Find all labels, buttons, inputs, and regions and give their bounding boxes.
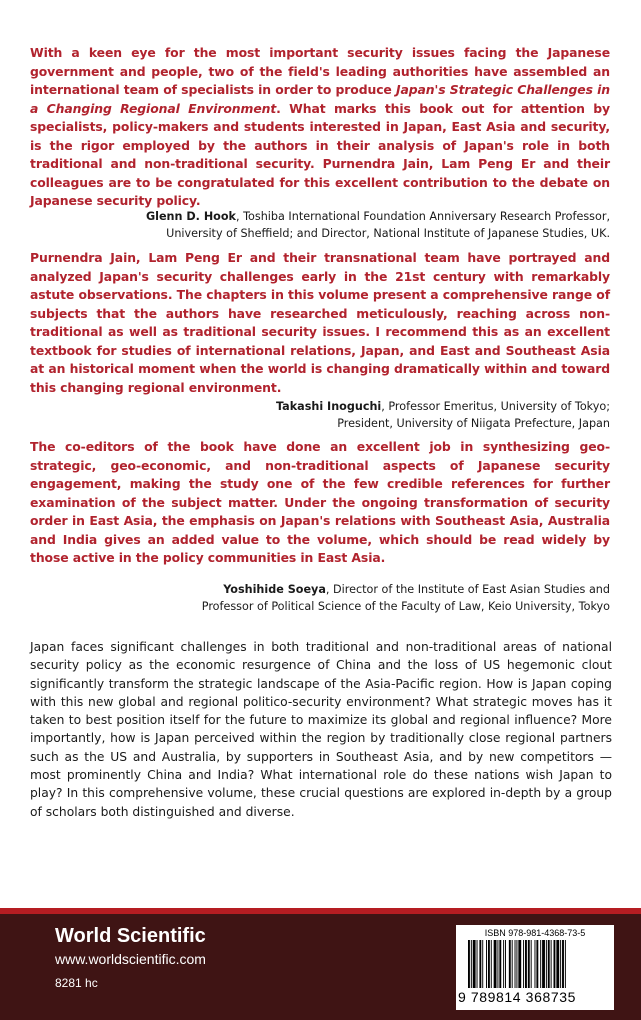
endorsement-text: With a keen eye for the most important security issues facing the Japanese government and people, two of the field's leading authorities have assembled an international team of specialists in order to produce	[30, 45, 610, 97]
attribution-hook	[50, 209, 610, 242]
endorser-name: Takashi Inoguchi	[275, 400, 382, 413]
endorser-affiliation: University of Sheffield; and Director, National Institute of Japanese Studies, UK.	[166, 226, 610, 240]
book-description: Japan faces significant challenges in both traditional and non-traditional areas of national security policy as the economic resurgence of China and the loss of US hegemonic clout significantly transform the strategic landscape of the Asia-Pacific region. How is Japan coping with this new global and regional politico-security environment? What strategic moves has it taken to best position itself for the future to maximize its global and regional influence? More importantly, how is Japan perceived within the region by traditionally close regional partners such as the US and Australia, by supporters in Southeast Asia, and by new competitors — most prominently China and India? What international role do these nations wish Japan to play? In this comprehensive volume, these crucial questions are explored in-depth by a group of scholars both distinguished and diverse.	[30, 640, 612, 819]
endorser-name: Glenn D. Hook	[145, 210, 236, 223]
endorsement-text: . What marks this book out for attention by specialists, policy-makers and students interested in Japan, East Asia and security, is the rigor employed by the authors in their analysis of Japan's role in both traditional and non-traditional security. Purnendra Jain, Lam Peng Er and their colleagues are to be congratulated for this excellent contribution to the debate on Japanese security policy.	[30, 100, 611, 208]
book-title: Japan's Strategic Challenges in a Changing Regional Environment	[30, 82, 610, 116]
endorser-title: , Toshiba International Foundation Anniversary Research Professor,	[236, 210, 610, 223]
attribution-inoguchi	[50, 399, 610, 432]
barcode-bars	[468, 940, 602, 990]
product-code: 8281 hc	[55, 976, 98, 990]
attribution-soeya	[50, 582, 610, 615]
footer-accent-line	[0, 908, 641, 914]
endorsement-inoguchi	[30, 249, 610, 397]
barcode	[456, 925, 614, 1010]
isbn-label: ISBN 978-981-4368-73-5	[484, 928, 586, 938]
endorser-title: , Professor Emeritus, University of Tokyo;	[381, 400, 610, 413]
endorser-title: , Director of the Institute of East Asian Studies and	[325, 583, 610, 596]
endorsement-hook	[30, 44, 610, 211]
endorser-affiliation: Professor of Political Science of the Faculty of Law, Keio University, Tokyo	[201, 599, 610, 613]
endorser-name: Yoshihide Soeya	[223, 583, 326, 596]
endorsement-text: The co-editors of the book have done an excellent job in synthesizing geo-strategic, geo-economic, and non-traditional aspects of Japanese security engagement, making the study one of the few credible references for further examination of the subject matter. Under the ongoing transformation of security order in East Asia, the emphasis on Japan's relations with Southeast Asia, Australia and India gives an added value to the volume, which should be read widely by those active in the policy communities in East Asia.	[30, 439, 610, 565]
endorsement-text: Purnendra Jain, Lam Peng Er and their transnational team have portrayed and analyzed Japan's security challenges early in the 21st century with remarkably astute observations. The chapters in this volume present a comprehensive range of subjects that the authors have researched meticulously, reaching across non-traditional as well as traditional security issues. I recommend this as an excellent textbook for studies of international relations, Japan, and East and Southeast Asia at an historical moment when the world is changing dramatically within and toward this changing regional environment.	[30, 250, 610, 395]
publisher-url: www.worldscientific.com	[55, 951, 206, 967]
barcode-digits: 9 789814 368735	[458, 989, 576, 1005]
endorsement-soeya	[30, 438, 610, 568]
endorser-affiliation: President, University of Niigata Prefecture, Japan	[337, 416, 610, 430]
publisher-name: World Scientific	[55, 925, 206, 947]
